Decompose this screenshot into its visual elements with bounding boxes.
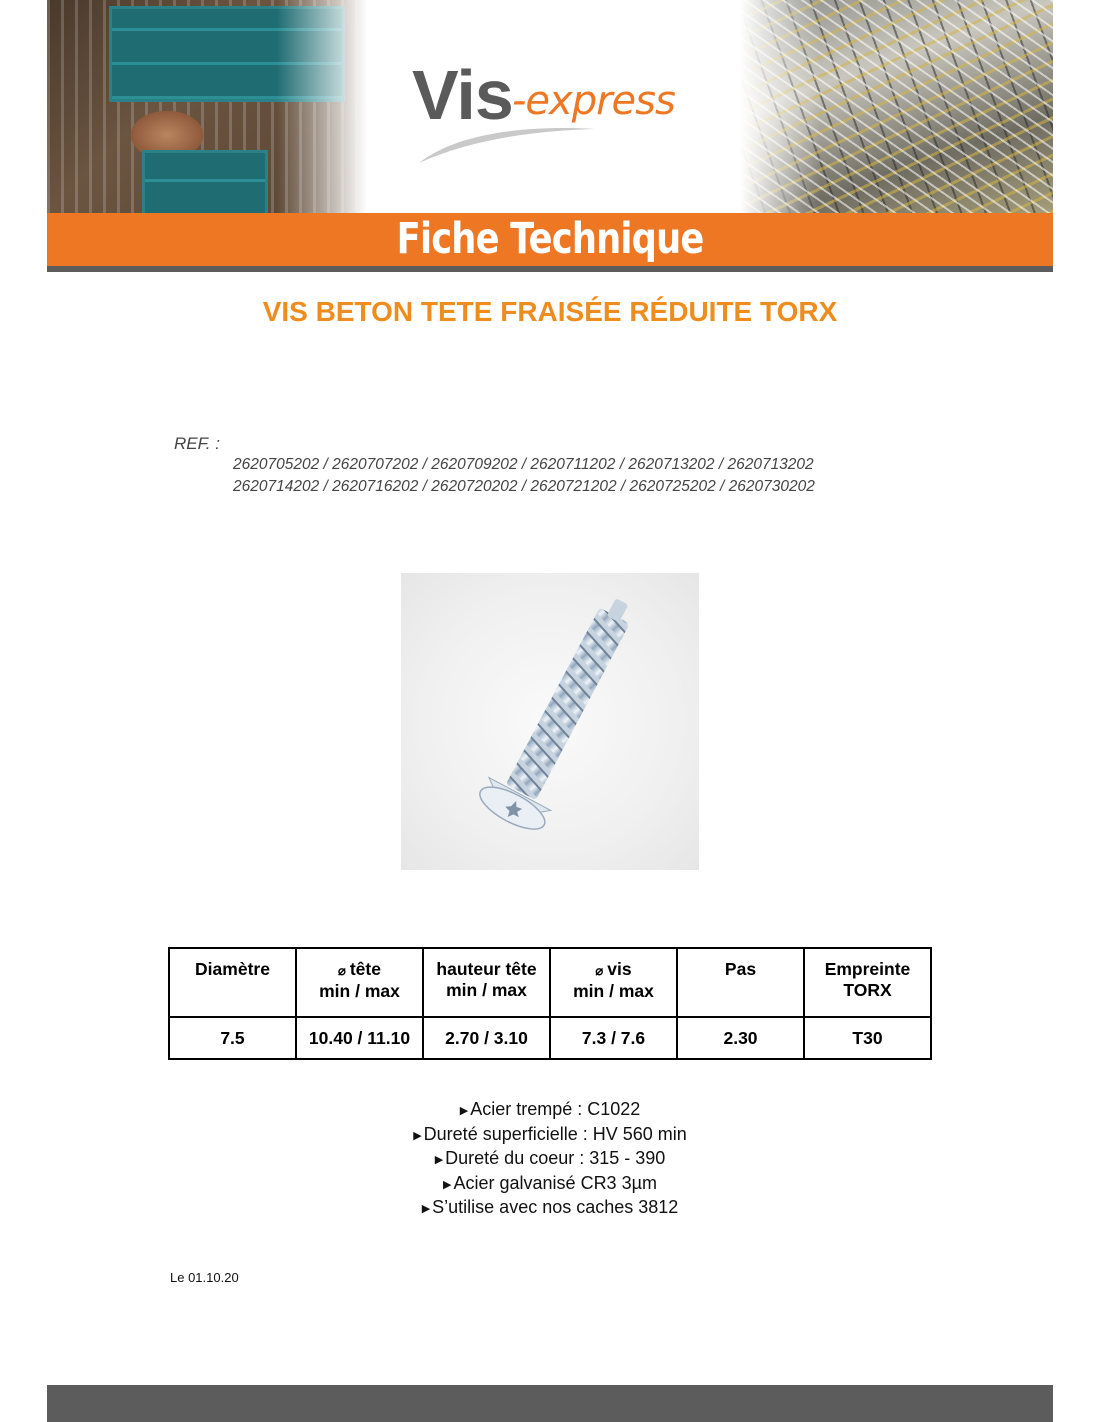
- col-header-diametre: Diamètre: [169, 948, 296, 1017]
- table-row: [169, 1017, 931, 1059]
- triangle-bullet-icon: ▶: [459, 1105, 469, 1117]
- list-item: ▶ S’utilise avec nos caches 3812: [421, 1197, 679, 1217]
- list-item: ▶ Acier trempé : C1022: [459, 1099, 641, 1119]
- vis-express-logo: [412, 55, 712, 165]
- cell-empreinte: T30: [804, 1017, 931, 1059]
- product-title: VIS BETON TETE FRAISÉE RÉDUITE TORX: [262, 296, 838, 327]
- triangle-bullet-icon: ▶: [413, 1129, 422, 1142]
- table-header-row: [169, 948, 931, 1017]
- ref-line: 2620705202 / 2620707202 / 2620709202 / 2620711202 / 2620713202 / 2620713202: [233, 456, 814, 473]
- col-header-diam-vis: ⌀ vis min / max: [550, 948, 677, 1017]
- col-header-empreinte: Empreinte TORX: [804, 948, 931, 1017]
- cell-pas: 2.30: [677, 1017, 804, 1059]
- screw-tray-icon: [142, 150, 268, 213]
- cell-diam-vis: 7.3 / 7.6: [550, 1017, 677, 1059]
- cell-hauteur-tete: 2.70 / 3.10: [423, 1017, 550, 1059]
- logo-text-main: Vis: [412, 56, 513, 134]
- col-header-hauteur-tete: hauteur tête min / max: [423, 948, 550, 1017]
- cell-diam-tete: 10.40 / 11.10: [296, 1017, 423, 1059]
- ref-line: 2620714202 / 2620716202 / 2620720202 / 2620721202 / 2620725202 / 2620730202: [233, 478, 815, 495]
- footer-bar: [47, 1385, 1053, 1422]
- header-photo-workbench: [47, 0, 367, 213]
- banner-divider: [47, 266, 1053, 272]
- header-photo-screws: [740, 0, 1053, 213]
- diameter-symbol: ⌀: [338, 963, 346, 978]
- list-item: ▶ Dureté du coeur : 315 - 390: [434, 1148, 666, 1168]
- product-photo: [401, 573, 699, 870]
- feature-list: [0, 1097, 1100, 1220]
- triangle-bullet-icon: ▶: [421, 1203, 431, 1215]
- logo-swoosh-icon: [417, 123, 597, 165]
- col-header-pas: Pas: [677, 948, 804, 1017]
- triangle-bullet-icon: ▶: [434, 1154, 444, 1166]
- concrete-screw-icon: [401, 573, 699, 870]
- triangle-bullet-icon: ▶: [443, 1178, 452, 1191]
- banner-title: Fiche Technique: [396, 214, 704, 264]
- list-item: ▶ Acier galvanisé CR3 3µm: [443, 1172, 657, 1193]
- diameter-symbol: ⌀: [595, 963, 604, 978]
- spec-table: [168, 947, 932, 1060]
- logo-text-accent: -express: [512, 78, 675, 124]
- cell-diametre: 7.5: [169, 1017, 296, 1059]
- document-date: Le 01.10.20: [170, 1270, 239, 1285]
- header-banner: [47, 213, 1053, 266]
- ref-label: REF. :: [174, 434, 220, 453]
- col-header-diam-tete: ⌀ tête min / max: [296, 948, 423, 1017]
- list-item: ▶ Dureté superficielle : HV 560 min: [413, 1123, 687, 1144]
